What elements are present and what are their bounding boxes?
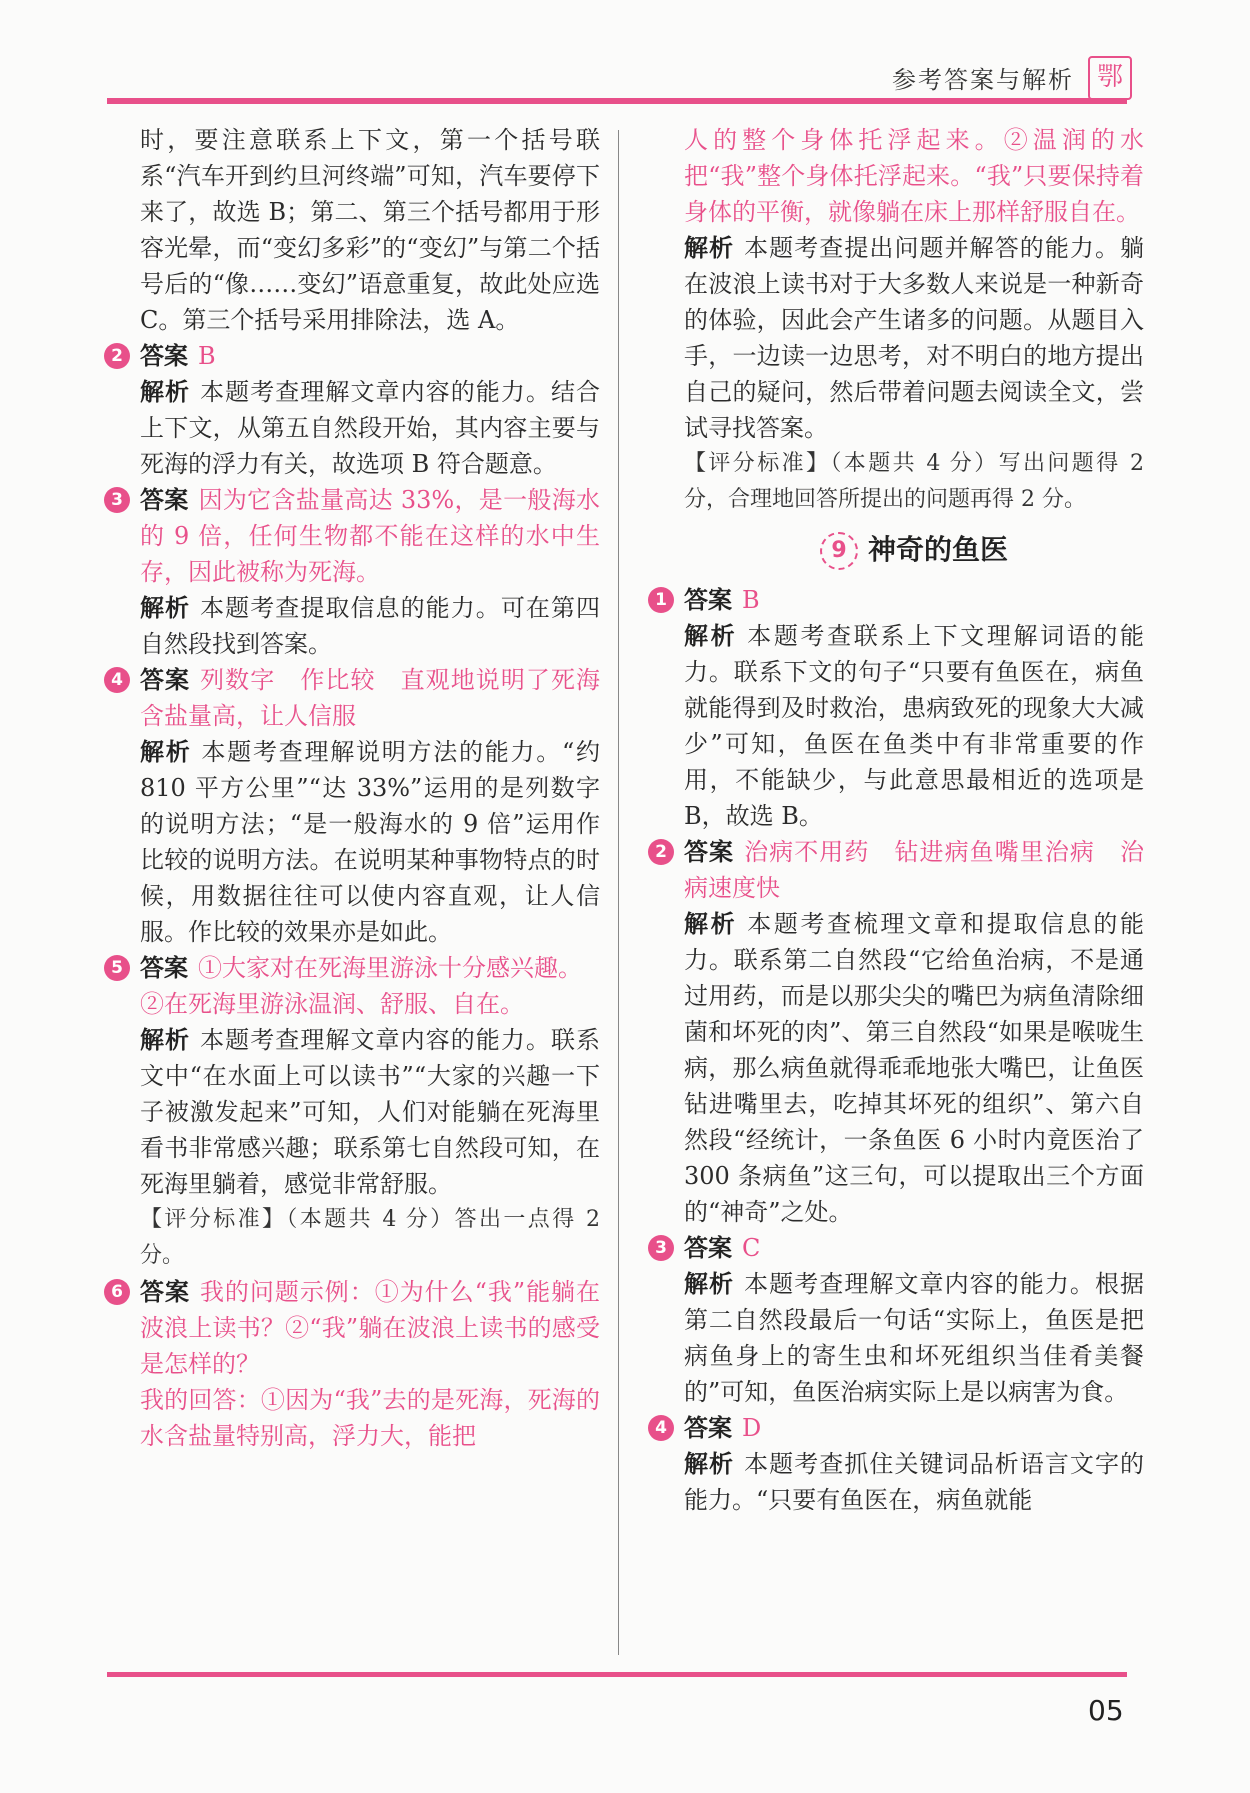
analysis-text: 本题考查提取信息的能力。可在第四自然段找到答案。 bbox=[140, 594, 601, 658]
question-number: 3 bbox=[104, 487, 130, 513]
question-3 bbox=[655, 1230, 1145, 1410]
analysis-label: 解析 bbox=[684, 622, 738, 650]
answer-text: 治病不用药 钻进病鱼嘴里治病 治病速度快 bbox=[684, 838, 1145, 902]
answer-text: B bbox=[198, 342, 216, 370]
answer-text: C bbox=[742, 1234, 761, 1262]
question-2 bbox=[655, 834, 1145, 1230]
section-title: 神奇的鱼医 bbox=[867, 533, 1008, 566]
analysis-text: 本题考查提出问题并解答的能力。躺在波浪上读书对于大多数人来说是一种新奇的体验，因此会产生诸多的问题。从题目入手，一边读一边思考，对不明白的地方提出自己的疑问，然后带着问题去阅读全文，尝试寻找答案。 bbox=[684, 234, 1145, 442]
question-1 bbox=[655, 582, 1144, 834]
answer-text: 列数字 作比较 直观地说明了死海含盐量高，让人信服 bbox=[140, 666, 601, 730]
answer-text-2: ②在死海里游泳温润、舒服、自在。 bbox=[140, 990, 524, 1018]
analysis-label: 解析 bbox=[140, 594, 191, 622]
question-number: 1 bbox=[648, 587, 674, 613]
right-column bbox=[655, 122, 1145, 1518]
analysis-label: 解析 bbox=[684, 234, 735, 262]
answer-label: 答案 bbox=[684, 1234, 732, 1262]
question-number: 2 bbox=[104, 343, 130, 369]
answer-text: B bbox=[742, 586, 760, 614]
analysis-text: 本题考查理解文章内容的能力。联系文中“在水面上可以读书”“大家的兴趣一下子被激发起来”可知，人们对能躺在死海里看书非常感兴趣；联系第七自然段可知，在死海里躺着，感觉非常舒服。 bbox=[140, 1026, 601, 1198]
scoring-standard: 【评分标准】（本题共 4 分）答出一点得 2 分。 bbox=[140, 1207, 600, 1268]
answer-questions: 我的问题示例：①为什么“我”能躺在波浪上读书？②“我”躺在波浪上读书的感受是怎样的？ bbox=[140, 1278, 601, 1378]
analysis-text: 本题考查理解说明方法的能力。“约 810 平方公里”“达 33%”运用的是列数字的说明方法；“是一般海水的 9 倍”运用作比较的说明方法。在说明某种事物特点的时候，用数据往往可以使内容直观，让人信服。作比较的效果亦是如此。 bbox=[140, 738, 600, 946]
question-4 bbox=[655, 1410, 1145, 1518]
analysis-label: 解析 bbox=[684, 1450, 735, 1478]
answer-label: 答案 bbox=[140, 342, 188, 370]
question-number: 2 bbox=[648, 839, 674, 865]
left-column bbox=[111, 122, 601, 1454]
analysis-text: 本题考查理解文章内容的能力。根据第二自然段最后一句话“实际上，鱼医是把病鱼身上的寄生虫和坏死组织当佳肴美餐的”可知，鱼医治病实际上是以病害为食。 bbox=[684, 1270, 1145, 1406]
analysis-label: 解析 bbox=[140, 378, 191, 406]
section-number: 9 bbox=[820, 532, 858, 570]
question-number: 6 bbox=[104, 1279, 130, 1305]
page-number: 05 bbox=[1088, 1694, 1124, 1727]
q6-answer-continued: 人的整个身体托浮起来。②温润的水把“我”整个身体托浮起来。“我”只要保持着身体的平衡，就像躺在床上那样舒服自在。 bbox=[684, 126, 1144, 226]
answer-label: 答案 bbox=[684, 1414, 732, 1442]
question-number: 4 bbox=[104, 667, 130, 693]
footer-rule bbox=[107, 1672, 1127, 1677]
question-3 bbox=[111, 482, 601, 662]
answer-text-1: ①大家对在死海里游泳十分感兴趣。 bbox=[198, 954, 582, 982]
question-4 bbox=[111, 662, 601, 950]
section-heading bbox=[684, 532, 1144, 570]
answer-reply: 我的回答：①因为“我”去的是死海，死海的水含盐量特别高，浮力大，能把 bbox=[140, 1386, 600, 1450]
question-5 bbox=[111, 950, 601, 1274]
page-header-title: 参考答案与解析 bbox=[892, 66, 1074, 94]
analysis-label: 解析 bbox=[140, 1026, 191, 1054]
analysis-label: 解析 bbox=[684, 910, 738, 938]
analysis-label: 解析 bbox=[684, 1270, 735, 1298]
header-rule bbox=[107, 98, 1127, 104]
question-number: 4 bbox=[648, 1415, 674, 1441]
answer-label: 答案 bbox=[140, 486, 189, 514]
intro-paragraph: 时，要注意联系上下文，第一个括号联系“汽车开到约旦河终端”可知，汽车要停下来了，故选 B；第二、第三个括号都用于形容光晕，而“变幻多彩”的“变幻”与第二个括号后的“像……变幻”语意重复，故此处应选 C。第三个括号采用排除法，选 A。 bbox=[140, 126, 600, 334]
question-2 bbox=[111, 338, 601, 482]
question-6 bbox=[111, 1274, 601, 1454]
analysis-text: 本题考查梳理文章和提取信息的能力。联系第二自然段“它给鱼治病，不是通过用药，而是以那尖尖的嘴巴为病鱼清除细菌和坏死的肉”、第三自然段“如果是喉咙生病，那么病鱼就得乖乖地张大嘴巴，让鱼医钻进嘴里去，吃掉其坏死的组织”、第六自然段“经统计，一条鱼医 6 小时内竟医治了 300 条病鱼”这三句，可以提取出三个方面的“神奇”之处。 bbox=[684, 910, 1144, 1226]
answer-label: 答案 bbox=[684, 586, 732, 614]
question-number: 5 bbox=[104, 955, 130, 981]
answer-text: 因为它含盐量高达 33%，是一般海水的 9 倍，任何生物都不能在这样的水中生存，因此被称为死海。 bbox=[140, 486, 600, 586]
analysis-label: 解析 bbox=[140, 738, 192, 766]
answer-label: 答案 bbox=[684, 838, 735, 866]
analysis-text: 本题考查联系上下文理解词语的能力。联系下文的句子“只要有鱼医在，病鱼就能得到及时救治，患病致死的现象大大减少”可知，鱼医在鱼类中有非常重要的作用，不能缺少，与此意思最相近的选项是 B，故选 B。 bbox=[684, 622, 1144, 830]
answer-label: 答案 bbox=[140, 666, 191, 694]
column-divider bbox=[618, 130, 619, 1655]
analysis-text: 本题考查理解文章内容的能力。结合上下文，从第五自然段开始，其内容主要与死海的浮力有关，故选项 B 符合题意。 bbox=[140, 378, 601, 478]
scoring-standard: 【评分标准】（本题共 4 分）写出问题得 2 分，合理地回答所提出的问题再得 2 分。 bbox=[684, 451, 1144, 512]
answer-label: 答案 bbox=[140, 954, 188, 982]
analysis-text: 本题考查抓住关键词品析语言文字的能力。“只要有鱼医在，病鱼就能 bbox=[684, 1450, 1145, 1514]
question-number: 3 bbox=[648, 1235, 674, 1261]
answer-label: 答案 bbox=[140, 1278, 190, 1306]
region-badge: 鄂 bbox=[1088, 56, 1132, 100]
answer-text: D bbox=[742, 1414, 762, 1442]
